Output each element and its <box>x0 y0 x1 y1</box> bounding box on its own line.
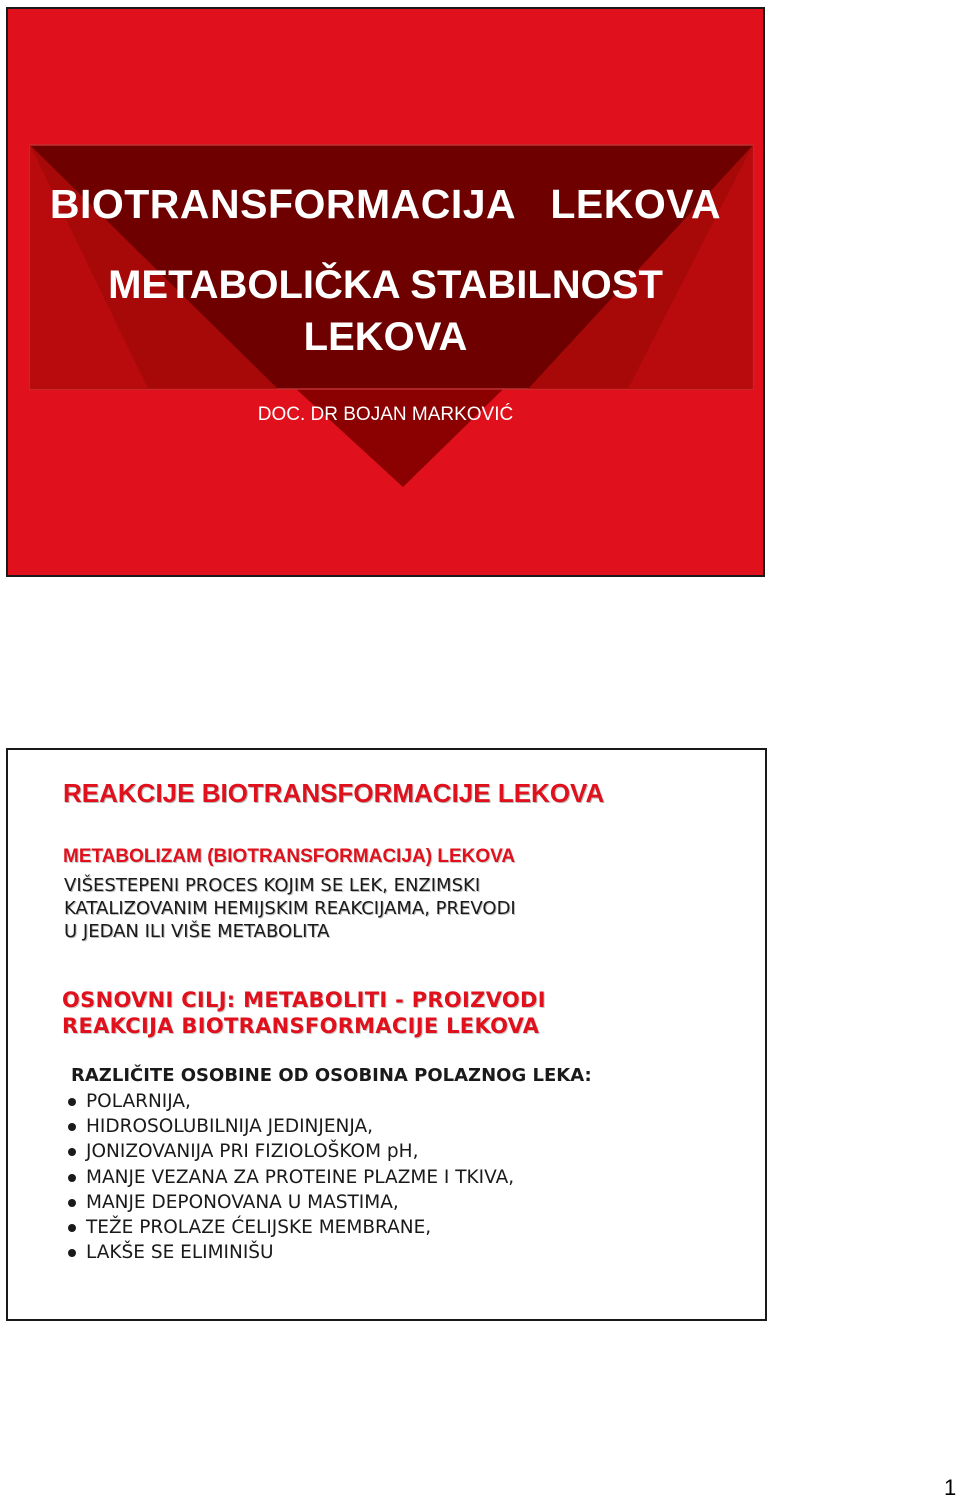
differences-label: RAZLIČITE OSOBINE OD OSOBINA POLAZNOG LEKA: <box>71 1065 592 1086</box>
definition-paragraph <box>64 874 516 943</box>
list-item <box>66 1165 514 1190</box>
page-number: 1 <box>944 1475 957 1500</box>
list-item-text: LAKŠE SE ELIMINIŠU <box>86 1242 274 1264</box>
goal-statement <box>62 987 546 1039</box>
bullet-icon <box>68 1148 76 1156</box>
list-item-text: HIDROSOLUBILNIJA JEDINJENJA, <box>86 1116 374 1138</box>
list-item <box>66 1190 514 1215</box>
list-item <box>66 1240 514 1265</box>
slide-heading: REAKCIJE BIOTRANSFORMACIJE LEKOVA <box>63 778 605 808</box>
list-item-text: MANJE VEZANA ZA PROTEINE PLAZME I TKIVA, <box>86 1166 515 1188</box>
list-item-text: POLARNIJA, <box>86 1091 191 1112</box>
list-item <box>66 1089 514 1114</box>
bullet-icon <box>68 1123 76 1131</box>
slide-subheading: METABOLIZAM (BIOTRANSFORMACIJA) LEKOVA <box>63 846 516 867</box>
content-slide <box>6 748 767 1321</box>
goal-line: OSNOVNI CILJ: METABOLITI - PROIZVODI <box>62 988 546 1012</box>
list-item <box>66 1139 514 1164</box>
bullet-icon <box>68 1174 76 1182</box>
list-item-text: MANJE DEPONOVANA U MASTIMA, <box>86 1191 399 1213</box>
list-item <box>66 1215 514 1240</box>
title-slide <box>6 7 765 577</box>
paragraph-line: U JEDAN ILI VIŠE METABOLITA <box>64 921 330 942</box>
bullet-icon <box>68 1224 76 1232</box>
paragraph-line: VIŠESTEPENI PROCES KOJIM SE LEK, ENZIMSKI <box>64 875 481 896</box>
properties-list <box>66 1089 514 1265</box>
list-item-text: JONIZOVANIJA PRI FIZIOLOŠKOM pH, <box>86 1141 419 1163</box>
bullet-icon <box>68 1249 76 1257</box>
bullet-icon <box>68 1199 76 1207</box>
list-item <box>66 1114 514 1139</box>
title-line-2 <box>8 259 763 363</box>
paragraph-line: KATALIZOVANIM HEMIJSKIM REAKCIJAMA, PREVODI <box>64 898 516 919</box>
author-name: DOC. DR BOJAN MARKOVIĆ <box>257 404 514 425</box>
goal-line: REAKCIJA BIOTRANSFORMACIJE LEKOVA <box>62 1014 540 1038</box>
title-line-2a: METABOLIČKA STABILNOST <box>108 263 663 307</box>
title-line-2b: LEKOVA <box>303 315 468 359</box>
bullet-icon <box>68 1098 76 1106</box>
title-line-1: BIOTRANSFORMACIJA LEKOVA <box>49 181 722 227</box>
list-item-text: TEŽE PROLAZE ĆELIJSKE MEMBRANE, <box>86 1217 432 1239</box>
